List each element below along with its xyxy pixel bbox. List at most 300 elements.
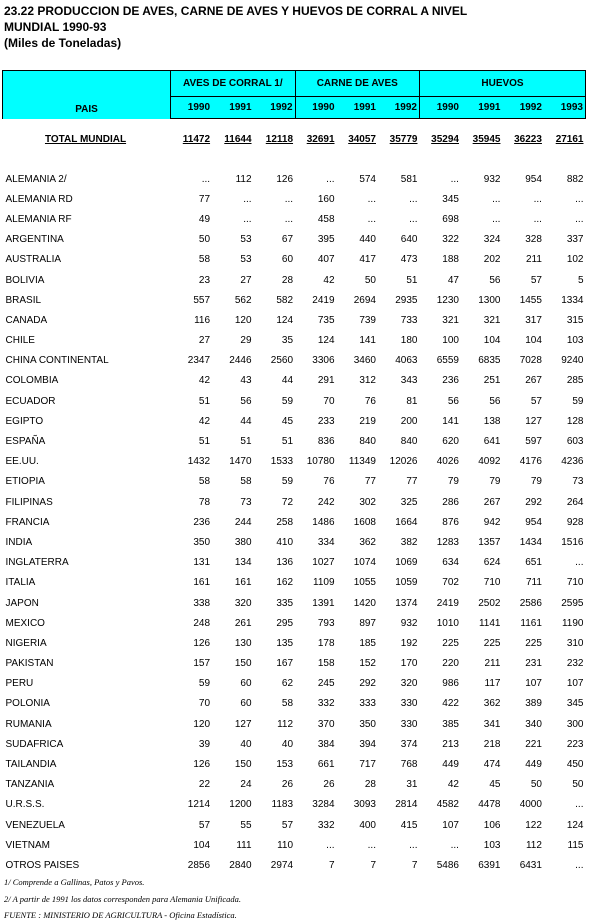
value-cell: 3093 — [353, 799, 376, 811]
value-cell: 136 — [276, 557, 294, 569]
value-cell: 1109 — [313, 577, 335, 589]
country-name: ALEMANIA RF — [5, 213, 72, 225]
value-cell: 2974 — [270, 859, 294, 871]
value-cell: 370 — [317, 718, 335, 730]
value-cell: 6391 — [478, 859, 501, 871]
value-cell: 141 — [442, 415, 459, 427]
value-cell: 1434 — [519, 536, 542, 548]
total-cell: 36223 — [514, 133, 542, 145]
total-cell: 11644 — [224, 133, 252, 145]
value-cell: 242 — [317, 496, 335, 508]
table-row — [3, 310, 586, 330]
value-cell: 292 — [525, 496, 542, 508]
value-cell: ... — [367, 193, 376, 205]
value-cell: 231 — [525, 658, 542, 670]
value-cell: 651 — [525, 557, 542, 569]
year-header: 1990 — [419, 97, 460, 119]
value-cell: 4026 — [436, 456, 459, 468]
value-cell: 1074 — [353, 557, 376, 569]
value-cell: 40 — [281, 738, 294, 750]
table-row — [3, 209, 586, 229]
value-cell: 152 — [359, 658, 376, 670]
country-name: TANZANIA — [5, 779, 55, 791]
value-cell: 188 — [442, 254, 459, 266]
value-cell: 126 — [193, 637, 211, 649]
value-cell: ... — [201, 173, 211, 185]
value-cell: 225 — [442, 637, 459, 649]
value-cell: 2419 — [436, 597, 459, 609]
value-cell: 310 — [566, 637, 584, 649]
value-cell: 79 — [489, 476, 501, 488]
value-cell: 24 — [240, 779, 252, 791]
value-cell: 1183 — [271, 799, 294, 811]
value-cell: ... — [284, 193, 294, 205]
value-cell: 337 — [566, 234, 584, 246]
value-cell: 67 — [281, 234, 294, 246]
value-cell: 47 — [447, 274, 459, 286]
value-cell: 58 — [198, 254, 211, 266]
value-cell: 44 — [281, 375, 294, 387]
value-cell: 150 — [234, 658, 252, 670]
value-cell: 6835 — [478, 355, 501, 367]
total-row — [3, 129, 586, 149]
value-cell: 161 — [234, 577, 252, 589]
value-cell: 57 — [530, 395, 542, 407]
value-cell: 115 — [567, 839, 584, 851]
value-cell: 1069 — [395, 557, 418, 569]
country-name: VIETNAM — [5, 839, 50, 851]
value-cell: 104 — [483, 335, 501, 347]
value-cell: 104 — [525, 335, 542, 347]
year-header: 1992 — [378, 97, 419, 119]
country-name: TAILANDIA — [5, 759, 57, 771]
value-cell: 1190 — [561, 617, 584, 629]
value-cell: 330 — [400, 718, 418, 730]
value-cell: 317 — [525, 314, 542, 326]
value-cell: 70 — [323, 395, 335, 407]
value-cell: 1391 — [312, 597, 335, 609]
country-name: ARGENTINA — [5, 234, 64, 246]
table-row — [3, 452, 586, 472]
value-cell: 407 — [317, 254, 335, 266]
value-cell: 78 — [198, 496, 211, 508]
production-table — [2, 70, 586, 876]
value-cell: ... — [409, 213, 418, 225]
footnote-2: 2/ A partir de 1991 los datos corresponden para Alemania Unificada. — [4, 894, 241, 904]
value-cell: 211 — [525, 254, 542, 266]
value-cell: 53 — [240, 254, 252, 266]
value-cell: 733 — [400, 314, 418, 326]
country-name: POLONIA — [5, 698, 50, 710]
value-cell: 110 — [277, 839, 294, 851]
value-cell: 1230 — [436, 294, 459, 306]
value-cell: 126 — [193, 759, 211, 771]
value-cell: 26 — [281, 779, 294, 791]
year-header: 1992 — [502, 97, 543, 119]
country-name: INDIA — [5, 536, 33, 548]
table-row — [3, 835, 586, 855]
value-cell: 245 — [317, 678, 335, 690]
value-cell: 340 — [525, 718, 542, 730]
value-cell: 325 — [400, 496, 418, 508]
value-cell: 620 — [442, 436, 459, 448]
value-cell: 840 — [359, 436, 376, 448]
value-cell: 7028 — [519, 355, 542, 367]
value-cell: 897 — [359, 617, 376, 629]
value-cell: ... — [575, 859, 584, 871]
value-cell: 35 — [281, 335, 294, 347]
country-name: SUDAFRICA — [5, 738, 64, 750]
value-cell: 51 — [198, 436, 211, 448]
country-name: COLOMBIA — [5, 375, 59, 387]
value-cell: ... — [326, 173, 335, 185]
value-cell: 449 — [442, 759, 459, 771]
value-cell: ... — [409, 193, 418, 205]
value-cell: 77 — [198, 193, 211, 205]
value-cell: 45 — [281, 415, 294, 427]
value-cell: 233 — [317, 415, 335, 427]
value-cell: 1664 — [395, 516, 418, 528]
country-name: ITALIA — [5, 577, 36, 589]
country-name: CHILE — [5, 335, 35, 347]
country-name: PAKISTAN — [5, 658, 54, 670]
value-cell: 153 — [276, 759, 294, 771]
value-cell: 26 — [323, 779, 335, 791]
value-cell: 2560 — [270, 355, 294, 367]
table-row — [3, 250, 586, 270]
country-name: EE.UU. — [5, 456, 39, 468]
value-cell: 1420 — [353, 597, 376, 609]
value-cell: 295 — [276, 617, 294, 629]
value-cell: 2814 — [395, 799, 418, 811]
table-row — [3, 775, 586, 795]
value-cell: 702 — [442, 577, 459, 589]
value-cell: 232 — [566, 658, 584, 670]
title-units: (Miles de Toneladas) — [4, 36, 122, 50]
value-cell: 320 — [234, 597, 252, 609]
value-cell: 2595 — [561, 597, 584, 609]
value-cell: 4582 — [436, 799, 459, 811]
footnote-1: 1/ Comprende a Gallinas, Patos y Pavos. — [4, 877, 145, 887]
value-cell: 124 — [276, 314, 294, 326]
value-cell: 1516 — [561, 536, 584, 548]
value-cell: 350 — [193, 536, 211, 548]
value-cell: 107 — [525, 678, 542, 690]
value-cell: 57 — [198, 819, 211, 831]
year-header: 1991 — [461, 97, 502, 119]
table-row — [3, 189, 586, 209]
table-row — [3, 512, 586, 532]
country-name: FRANCIA — [5, 516, 50, 528]
value-cell: 581 — [400, 173, 418, 185]
value-cell: 2347 — [187, 355, 211, 367]
value-cell: 345 — [442, 193, 459, 205]
value-cell: 876 — [442, 516, 459, 528]
value-cell: 384 — [317, 738, 335, 750]
value-cell: 76 — [323, 476, 335, 488]
table-row — [3, 431, 586, 451]
total-cell: 35779 — [389, 133, 418, 145]
value-cell: 107 — [442, 819, 459, 831]
value-cell: 221 — [525, 738, 542, 750]
value-cell: 735 — [317, 314, 335, 326]
country-name: U.R.S.S. — [5, 799, 45, 811]
value-cell: 112 — [235, 173, 252, 185]
value-cell: 261 — [234, 617, 252, 629]
country-name: CHINA CONTINENTAL — [5, 355, 109, 367]
value-cell: 395 — [317, 234, 335, 246]
value-cell: ... — [575, 213, 584, 225]
value-cell: 410 — [276, 536, 294, 548]
value-cell: 285 — [566, 375, 584, 387]
value-cell: 160 — [317, 193, 335, 205]
country-name: RUMANIA — [5, 718, 52, 730]
value-cell: 1141 — [478, 617, 501, 629]
value-cell: 225 — [525, 637, 542, 649]
value-cell: 60 — [240, 678, 252, 690]
value-cell: 102 — [566, 254, 584, 266]
value-cell: 350 — [359, 718, 376, 730]
value-cell: 4000 — [519, 799, 542, 811]
table-row — [3, 290, 586, 310]
value-cell: 345 — [566, 698, 584, 710]
value-cell: ... — [533, 213, 542, 225]
value-cell: 1059 — [395, 577, 418, 589]
value-cell: 1283 — [436, 536, 459, 548]
year-header: 1992 — [254, 97, 296, 119]
value-cell: 267 — [483, 496, 501, 508]
value-cell: 711 — [525, 577, 542, 589]
value-cell: 2446 — [229, 355, 252, 367]
value-cell: 248 — [193, 617, 211, 629]
value-cell: ... — [367, 839, 376, 851]
value-cell: 291 — [317, 375, 335, 387]
value-cell: 7 — [411, 859, 418, 871]
value-cell: 170 — [400, 658, 418, 670]
year-header: 1990 — [171, 97, 212, 119]
value-cell: 986 — [442, 678, 459, 690]
value-cell: 458 — [317, 213, 335, 225]
value-cell: 341 — [483, 718, 501, 730]
value-cell: 1214 — [187, 799, 211, 811]
total-cell: 35945 — [472, 133, 501, 145]
table-row — [3, 815, 586, 835]
value-cell: 223 — [566, 738, 584, 750]
table-row — [3, 795, 586, 815]
value-cell: 180 — [400, 335, 418, 347]
value-cell: 324 — [483, 234, 501, 246]
value-cell: 1010 — [436, 617, 459, 629]
value-cell: 12026 — [389, 456, 418, 468]
value-cell: 236 — [442, 375, 459, 387]
country-name: FILIPINAS — [5, 496, 53, 508]
value-cell: 43 — [240, 375, 252, 387]
value-cell: 1161 — [520, 617, 542, 629]
value-cell: ... — [492, 213, 501, 225]
value-cell: 4063 — [395, 355, 418, 367]
value-cell: 77 — [406, 476, 418, 488]
table-row — [3, 694, 586, 714]
value-cell: 335 — [276, 597, 294, 609]
value-cell: 302 — [359, 496, 376, 508]
value-cell: 4176 — [519, 456, 542, 468]
value-cell: 218 — [483, 738, 501, 750]
value-cell: 315 — [566, 314, 584, 326]
value-cell: ... — [243, 193, 252, 205]
table-row — [3, 270, 586, 290]
value-cell: 362 — [359, 536, 376, 548]
value-cell: 4092 — [478, 456, 501, 468]
value-cell: ... — [492, 193, 501, 205]
value-cell: 1470 — [229, 456, 252, 468]
table-row — [3, 411, 586, 431]
value-cell: 5 — [577, 274, 584, 286]
value-cell: 57 — [530, 274, 542, 286]
value-cell: 120 — [193, 718, 211, 730]
value-cell: 362 — [483, 698, 501, 710]
value-cell: 2694 — [353, 294, 376, 306]
total-cell: 11472 — [182, 133, 211, 145]
value-cell: 258 — [276, 516, 294, 528]
value-cell: ... — [243, 213, 252, 225]
country-name: VENEZUELA — [5, 819, 65, 831]
value-cell: 286 — [442, 496, 459, 508]
value-cell: 162 — [276, 577, 294, 589]
source-note: FUENTE : MINISTERIO DE AGRICULTURA - Oficina Estadística. — [4, 910, 237, 920]
table-row — [3, 169, 586, 189]
table-row — [3, 633, 586, 653]
value-cell: 124 — [317, 335, 335, 347]
value-cell: 422 — [442, 698, 459, 710]
value-cell: 394 — [359, 738, 376, 750]
value-cell: 56 — [447, 395, 459, 407]
value-cell: 200 — [400, 415, 418, 427]
value-cell: 127 — [234, 718, 252, 730]
value-cell: 42 — [198, 415, 211, 427]
value-cell: 1027 — [312, 557, 335, 569]
table-row — [3, 532, 586, 552]
value-cell: 59 — [572, 395, 584, 407]
value-cell: ... — [575, 557, 584, 569]
value-cell: 51 — [406, 274, 418, 286]
value-cell: 22 — [198, 779, 211, 791]
value-cell: 400 — [359, 819, 376, 831]
value-cell: 1200 — [229, 799, 252, 811]
value-cell: 58 — [281, 698, 294, 710]
year-header: 1991 — [212, 97, 253, 119]
country-name: AUSTRALIA — [5, 254, 62, 266]
value-cell: 111 — [236, 839, 252, 851]
value-cell: 107 — [566, 678, 584, 690]
value-cell: 127 — [525, 415, 542, 427]
value-cell: 131 — [193, 557, 211, 569]
value-cell: 300 — [566, 718, 584, 730]
value-cell: 126 — [276, 173, 294, 185]
value-cell: 3284 — [312, 799, 335, 811]
value-cell: 389 — [525, 698, 542, 710]
value-cell: 2419 — [312, 294, 335, 306]
value-cell: 6559 — [436, 355, 459, 367]
value-cell: 100 — [442, 335, 459, 347]
country-name: MEXICO — [5, 617, 45, 629]
value-cell: 77 — [364, 476, 376, 488]
value-cell: 374 — [400, 738, 418, 750]
value-cell: 45 — [489, 779, 501, 791]
value-cell: 73 — [572, 476, 584, 488]
value-cell: 768 — [400, 759, 418, 771]
value-cell: 116 — [194, 314, 211, 326]
value-cell: 641 — [483, 436, 501, 448]
value-cell: 942 — [483, 516, 501, 528]
value-cell: 557 — [193, 294, 211, 306]
country-name: ALEMANIA 2/ — [5, 173, 67, 185]
value-cell: 55 — [240, 819, 252, 831]
value-cell: 1432 — [187, 456, 211, 468]
value-cell: 7 — [328, 859, 335, 871]
value-cell: 6431 — [519, 859, 542, 871]
value-cell: 79 — [447, 476, 459, 488]
country-name: BOLIVIA — [5, 274, 45, 286]
value-cell: 167 — [276, 658, 294, 670]
value-cell: 1608 — [353, 516, 376, 528]
value-cell: 244 — [234, 516, 252, 528]
year-header: 1993 — [544, 97, 586, 119]
value-cell: 2856 — [187, 859, 211, 871]
country-name: JAPON — [5, 597, 39, 609]
value-cell: ... — [409, 839, 418, 851]
value-cell: 440 — [359, 234, 376, 246]
value-cell: 2502 — [478, 597, 501, 609]
value-cell: 334 — [317, 536, 335, 548]
value-cell: 333 — [359, 698, 376, 710]
value-cell: 124 — [566, 819, 584, 831]
value-cell: 56 — [240, 395, 252, 407]
total-cell: 34057 — [348, 133, 376, 145]
value-cell: 28 — [364, 779, 376, 791]
value-cell: 50 — [530, 779, 542, 791]
value-cell: 1455 — [519, 294, 542, 306]
value-cell: 150 — [234, 759, 252, 771]
value-cell: 211 — [484, 658, 501, 670]
country-name: ETIOPIA — [5, 476, 45, 488]
value-cell: 236 — [193, 516, 211, 528]
value-cell: 73 — [240, 496, 252, 508]
value-cell: 640 — [400, 234, 418, 246]
table-row — [3, 573, 586, 593]
value-cell: 385 — [442, 718, 459, 730]
value-cell: 840 — [400, 436, 418, 448]
value-cell: 112 — [525, 839, 542, 851]
value-cell: 56 — [489, 274, 501, 286]
value-cell: 4236 — [561, 456, 584, 468]
value-cell: 1533 — [270, 456, 294, 468]
value-cell: 1486 — [312, 516, 335, 528]
value-cell: 59 — [281, 395, 294, 407]
table-row — [3, 714, 586, 734]
value-cell: ... — [326, 839, 335, 851]
value-cell: 2586 — [519, 597, 542, 609]
table-row — [3, 855, 586, 875]
value-cell: 292 — [359, 678, 376, 690]
value-cell: 141 — [359, 335, 376, 347]
table-row — [3, 734, 586, 754]
value-cell: 103 — [483, 839, 501, 851]
year-header: 1991 — [337, 97, 378, 119]
group-header-carne: CARNE DE AVES — [295, 71, 419, 97]
value-cell: 157 — [193, 658, 211, 670]
title-line-1: 23.22 PRODUCCION DE AVES, CARNE DE AVES Y HUEVOS DE CORRAL A NIVEL — [4, 4, 468, 18]
value-cell: 202 — [483, 254, 501, 266]
